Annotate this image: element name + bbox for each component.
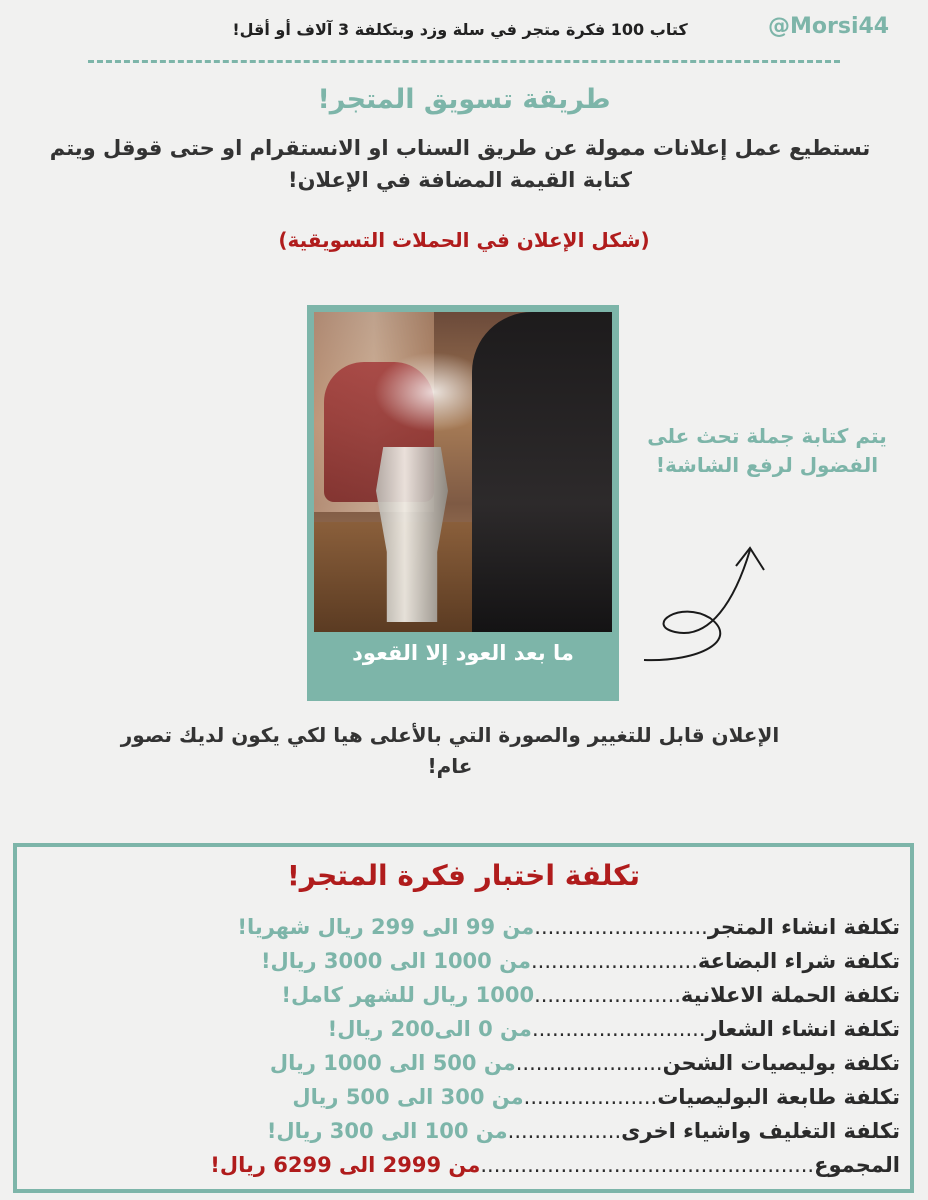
curly-arrow-icon bbox=[640, 520, 780, 680]
photo-robe bbox=[472, 312, 612, 632]
cost-dots: .................................................. bbox=[480, 1153, 815, 1177]
cost-value: من 99 الى 299 ريال شهريا! bbox=[237, 915, 535, 939]
ad-disclaimer: الإعلان قابل للتغيير والصورة التي بالأعلى هيا لكي يكون لديك تصور عام! bbox=[120, 723, 780, 778]
ad-caption: (شكل الإعلان في الحملات التسويقية) bbox=[278, 228, 650, 252]
cost-dots: ...................... bbox=[534, 983, 681, 1007]
side-note: يتم كتابة جملة تحث على الفضول لرفع الشاشة! bbox=[647, 424, 887, 477]
cost-list bbox=[180, 915, 900, 1187]
cost-label: تكلفة طابعة البوليصيات bbox=[657, 1085, 900, 1109]
ad-photo bbox=[314, 312, 612, 632]
cost-label: تكلفة انشاء المتجر bbox=[707, 915, 900, 939]
cost-dots: .......................... bbox=[531, 1017, 706, 1041]
author-handle: @Morsi44 bbox=[768, 14, 890, 39]
cost-row-logo bbox=[180, 1017, 900, 1051]
cost-value: من 500 الى 1000 ريال bbox=[269, 1051, 516, 1075]
cost-row-goods bbox=[180, 949, 900, 983]
cost-row-campaign bbox=[180, 983, 900, 1017]
cost-value: من 1000 الى 3000 ريال! bbox=[260, 949, 531, 973]
cost-value: من 300 الى 500 ريال bbox=[292, 1085, 524, 1109]
ad-overlay-text: ما بعد العود إلا القعود bbox=[352, 641, 574, 665]
cost-label: تكلفة بوليصيات الشحن bbox=[662, 1051, 900, 1075]
cost-label: تكلفة شراء البضاعة bbox=[697, 949, 900, 973]
cost-dots: .......................... bbox=[534, 915, 708, 939]
cost-row-label-printer bbox=[180, 1085, 900, 1119]
cost-dots: ......................... bbox=[531, 949, 698, 973]
ad-mockup bbox=[307, 305, 619, 701]
cost-value: من 0 الى200 ريال! bbox=[327, 1017, 532, 1041]
cost-label: المجموع bbox=[814, 1153, 900, 1177]
cost-row-packaging bbox=[180, 1119, 900, 1153]
cost-dots: ...................... bbox=[515, 1051, 663, 1075]
cost-row-store bbox=[180, 915, 900, 949]
cost-value: من 2999 الى 6299 ريال! bbox=[210, 1153, 481, 1177]
cost-label: تكلفة الحملة الاعلانية bbox=[680, 983, 900, 1007]
cost-dots: ................. bbox=[507, 1119, 622, 1143]
marketing-intro: تستطيع عمل إعلانات ممولة عن طريق السناب او الانستقرام او حتى قوقل ويتم كتابة القيمة المضافة في الإعلان! bbox=[49, 136, 871, 192]
cost-row-shipping-labels bbox=[180, 1051, 900, 1085]
cost-label: تكلفة التغليف واشياء اخرى bbox=[621, 1119, 900, 1143]
dashed-divider bbox=[88, 60, 840, 63]
book-title: كتاب 100 فكرة متجر في سلة وزد وبتكلفة 3 آلاف أو أقل! bbox=[232, 20, 688, 39]
cost-row-total bbox=[180, 1153, 900, 1187]
cost-dots: .................... bbox=[523, 1085, 658, 1109]
cost-heading: تكلفة اختبار فكرة المتجر! bbox=[286, 859, 641, 892]
cost-value: 1000 ريال للشهر كامل! bbox=[281, 983, 535, 1007]
cost-box bbox=[13, 843, 914, 1193]
cost-value: من 100 الى 300 ريال! bbox=[266, 1119, 508, 1143]
marketing-heading: طريقة تسويق المتجر! bbox=[317, 84, 611, 115]
cost-label: تكلفة انشاء الشعار bbox=[705, 1017, 900, 1041]
